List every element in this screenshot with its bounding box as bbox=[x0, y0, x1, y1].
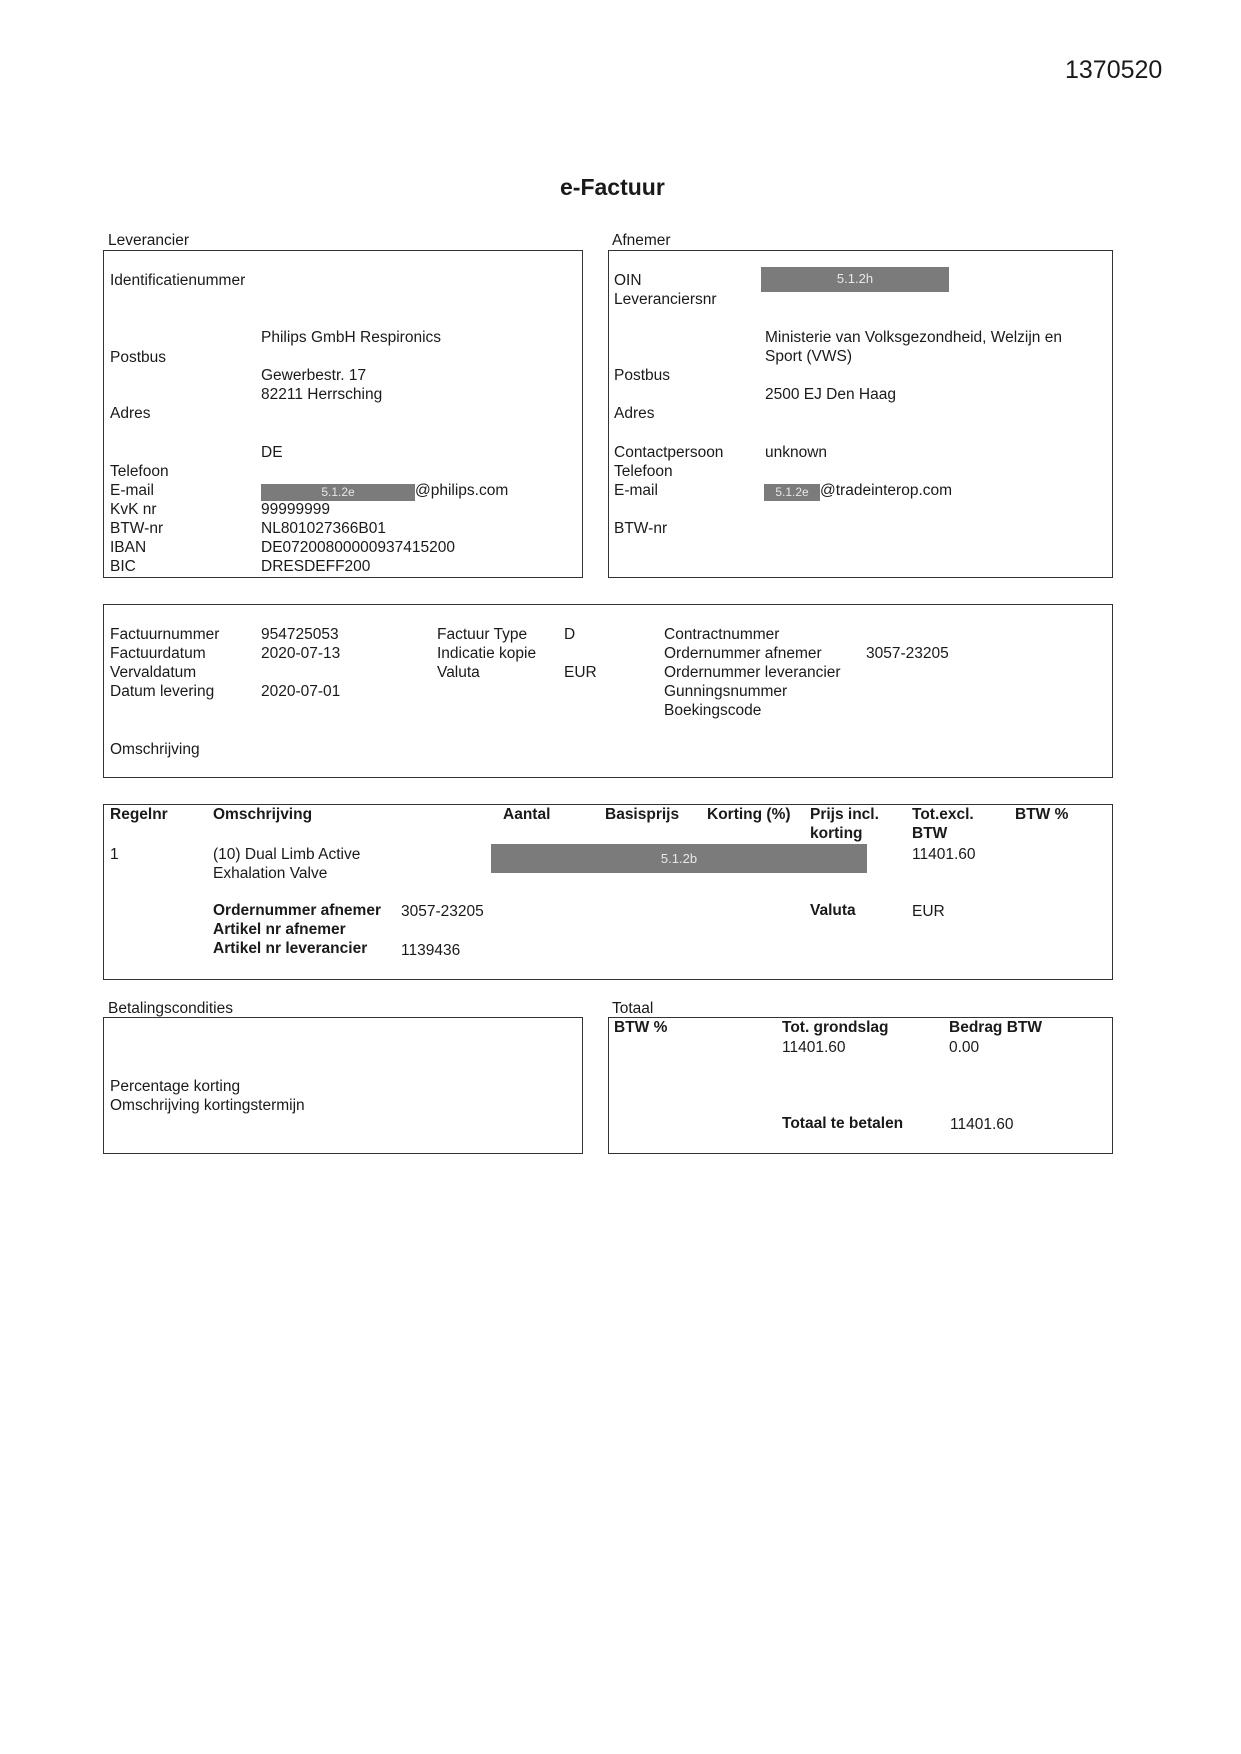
leverancier-iban: DE07200800000937415200 bbox=[261, 539, 455, 556]
valuta: EUR bbox=[564, 664, 597, 681]
leverancier-email-domain: @philips.com bbox=[415, 482, 509, 499]
label-leveranciersnr: Leveranciersnr bbox=[614, 291, 717, 308]
leverancier-city: 82211 Herrsching bbox=[261, 386, 383, 403]
header-regelnr: Regelnr bbox=[110, 806, 168, 823]
label-ordernummer-afnemer: Ordernummer afnemer bbox=[664, 645, 822, 662]
label-valuta: Valuta bbox=[437, 664, 480, 681]
header-aantal: Aantal bbox=[503, 806, 551, 823]
detail-artikel-leverancier: 1139436 bbox=[401, 942, 461, 959]
header-btw-pct: BTW % bbox=[1015, 806, 1069, 823]
label-afnemer-btw: BTW-nr bbox=[614, 520, 668, 537]
totaal-label-bedrag-btw: Bedrag BTW bbox=[949, 1019, 1042, 1036]
header-tot-excl: Tot.excl. bbox=[912, 806, 974, 823]
label-identificatienummer: Identificatienummer bbox=[110, 272, 246, 289]
page-title: e-Factuur bbox=[560, 174, 665, 200]
factuurnummer: 954725053 bbox=[261, 626, 339, 643]
label-contractnummer: Contractnummer bbox=[664, 626, 780, 643]
afnemer-oin-redaction: 5.1.2h bbox=[761, 267, 949, 292]
label-indicatie-kopie: Indicatie kopie bbox=[437, 645, 537, 662]
label-datum-levering: Datum levering bbox=[110, 683, 215, 700]
totaal-box bbox=[608, 1017, 1113, 1154]
label-oin: OIN bbox=[614, 272, 642, 289]
factuurdatum: 2020-07-13 bbox=[261, 645, 341, 662]
betalingscondities-heading: Betalingscondities bbox=[108, 1000, 233, 1017]
label-boekingscode: Boekingscode bbox=[664, 702, 762, 719]
label-kvk: KvK nr bbox=[110, 501, 157, 518]
label-omschrijving-kortingstermijn: Omschrijving kortingstermijn bbox=[110, 1097, 305, 1114]
afnemer-heading: Afnemer bbox=[612, 232, 671, 249]
header-korting: Korting (%) bbox=[707, 806, 791, 823]
header-prijs-incl: Prijs incl. bbox=[810, 806, 879, 823]
datum-levering: 2020-07-01 bbox=[261, 683, 341, 700]
label-factuurnummer: Factuurnummer bbox=[110, 626, 220, 643]
leverancier-country: DE bbox=[261, 444, 283, 461]
label-gunningsnummer: Gunningsnummer bbox=[664, 683, 788, 700]
label-factuurdatum: Factuurdatum bbox=[110, 645, 206, 662]
label-vervaldatum: Vervaldatum bbox=[110, 664, 197, 681]
totaal-grondslag: 11401.60 bbox=[782, 1039, 846, 1056]
label-afnemer-adres: Adres bbox=[614, 405, 655, 422]
leverancier-kvk: 99999999 bbox=[261, 501, 330, 518]
header-basisprijs: Basisprijs bbox=[605, 806, 680, 823]
label-email: E-mail bbox=[110, 482, 154, 499]
totaal-label-te-betalen: Totaal te betalen bbox=[782, 1115, 904, 1132]
totaal-te-betalen: 11401.60 bbox=[950, 1116, 1014, 1133]
line-redaction: 5.1.2b bbox=[491, 844, 867, 873]
label-omschrijving: Omschrijving bbox=[110, 741, 200, 758]
detail-valuta: EUR bbox=[912, 903, 945, 920]
label-contactpersoon: Contactpersoon bbox=[614, 444, 724, 461]
line-desc-2: Exhalation Valve bbox=[213, 865, 328, 882]
leverancier-name: Philips GmbH Respironics bbox=[261, 329, 442, 346]
factuur-type: D bbox=[564, 626, 576, 643]
leverancier-btw: NL801027366B01 bbox=[261, 520, 386, 537]
leverancier-heading: Leverancier bbox=[108, 232, 189, 249]
line-tot-excl: 11401.60 bbox=[912, 846, 976, 863]
label-afnemer-email: E-mail bbox=[614, 482, 658, 499]
label-afnemer-telefoon: Telefoon bbox=[614, 463, 673, 480]
totaal-bedrag-btw: 0.00 bbox=[949, 1039, 980, 1056]
label-btw: BTW-nr bbox=[110, 520, 164, 537]
ordernummer-afnemer: 3057-23205 bbox=[866, 645, 949, 662]
detail-label-artikel-afnemer: Artikel nr afnemer bbox=[213, 921, 346, 938]
line-desc-1: (10) Dual Limb Active bbox=[213, 846, 361, 863]
afnemer-email-domain: @tradeinterop.com bbox=[820, 482, 953, 499]
label-telefoon: Telefoon bbox=[110, 463, 169, 480]
detail-ordernummer-afnemer: 3057-23205 bbox=[401, 903, 484, 920]
label-bic: BIC bbox=[110, 558, 136, 575]
leverancier-email-redaction: 5.1.2e bbox=[261, 484, 415, 501]
detail-label-valuta: Valuta bbox=[810, 902, 856, 919]
leverancier-street: Gewerbestr. 17 bbox=[261, 367, 367, 384]
afnemer-name-line1: Ministerie van Volksgezondheid, Welzijn en bbox=[765, 329, 1062, 346]
label-postbus: Postbus bbox=[110, 349, 167, 366]
header-omschrijving: Omschrijving bbox=[213, 806, 313, 823]
detail-label-artikel-leverancier: Artikel nr leverancier bbox=[213, 940, 368, 957]
label-afnemer-postbus: Postbus bbox=[614, 367, 671, 384]
totaal-label-btw-pct: BTW % bbox=[614, 1019, 668, 1036]
afnemer-postcode-city: 2500 EJ Den Haag bbox=[765, 386, 896, 403]
factuur-info-box bbox=[103, 604, 1113, 778]
leverancier-bic: DRESDEFF200 bbox=[261, 558, 371, 575]
totaal-heading: Totaal bbox=[612, 1000, 654, 1017]
header-tot-excl-btw: BTW bbox=[912, 825, 948, 842]
detail-label-ordernummer-afnemer: Ordernummer afnemer bbox=[213, 902, 381, 919]
label-adres: Adres bbox=[110, 405, 151, 422]
label-ordernummer-leverancier: Ordernummer leverancier bbox=[664, 664, 841, 681]
afnemer-contactpersoon: unknown bbox=[765, 444, 828, 461]
label-factuur-type: Factuur Type bbox=[437, 626, 528, 643]
header-prijs-incl-korting: korting bbox=[810, 825, 863, 842]
afnemer-email-redaction: 5.1.2e bbox=[764, 484, 820, 501]
label-iban: IBAN bbox=[110, 539, 147, 556]
line-regelnr: 1 bbox=[110, 846, 119, 863]
totaal-label-grondslag: Tot. grondslag bbox=[782, 1019, 889, 1036]
document-number: 1370520 bbox=[1065, 56, 1163, 84]
afnemer-name-line2: Sport (VWS) bbox=[765, 348, 852, 365]
label-percentage-korting: Percentage korting bbox=[110, 1078, 241, 1095]
